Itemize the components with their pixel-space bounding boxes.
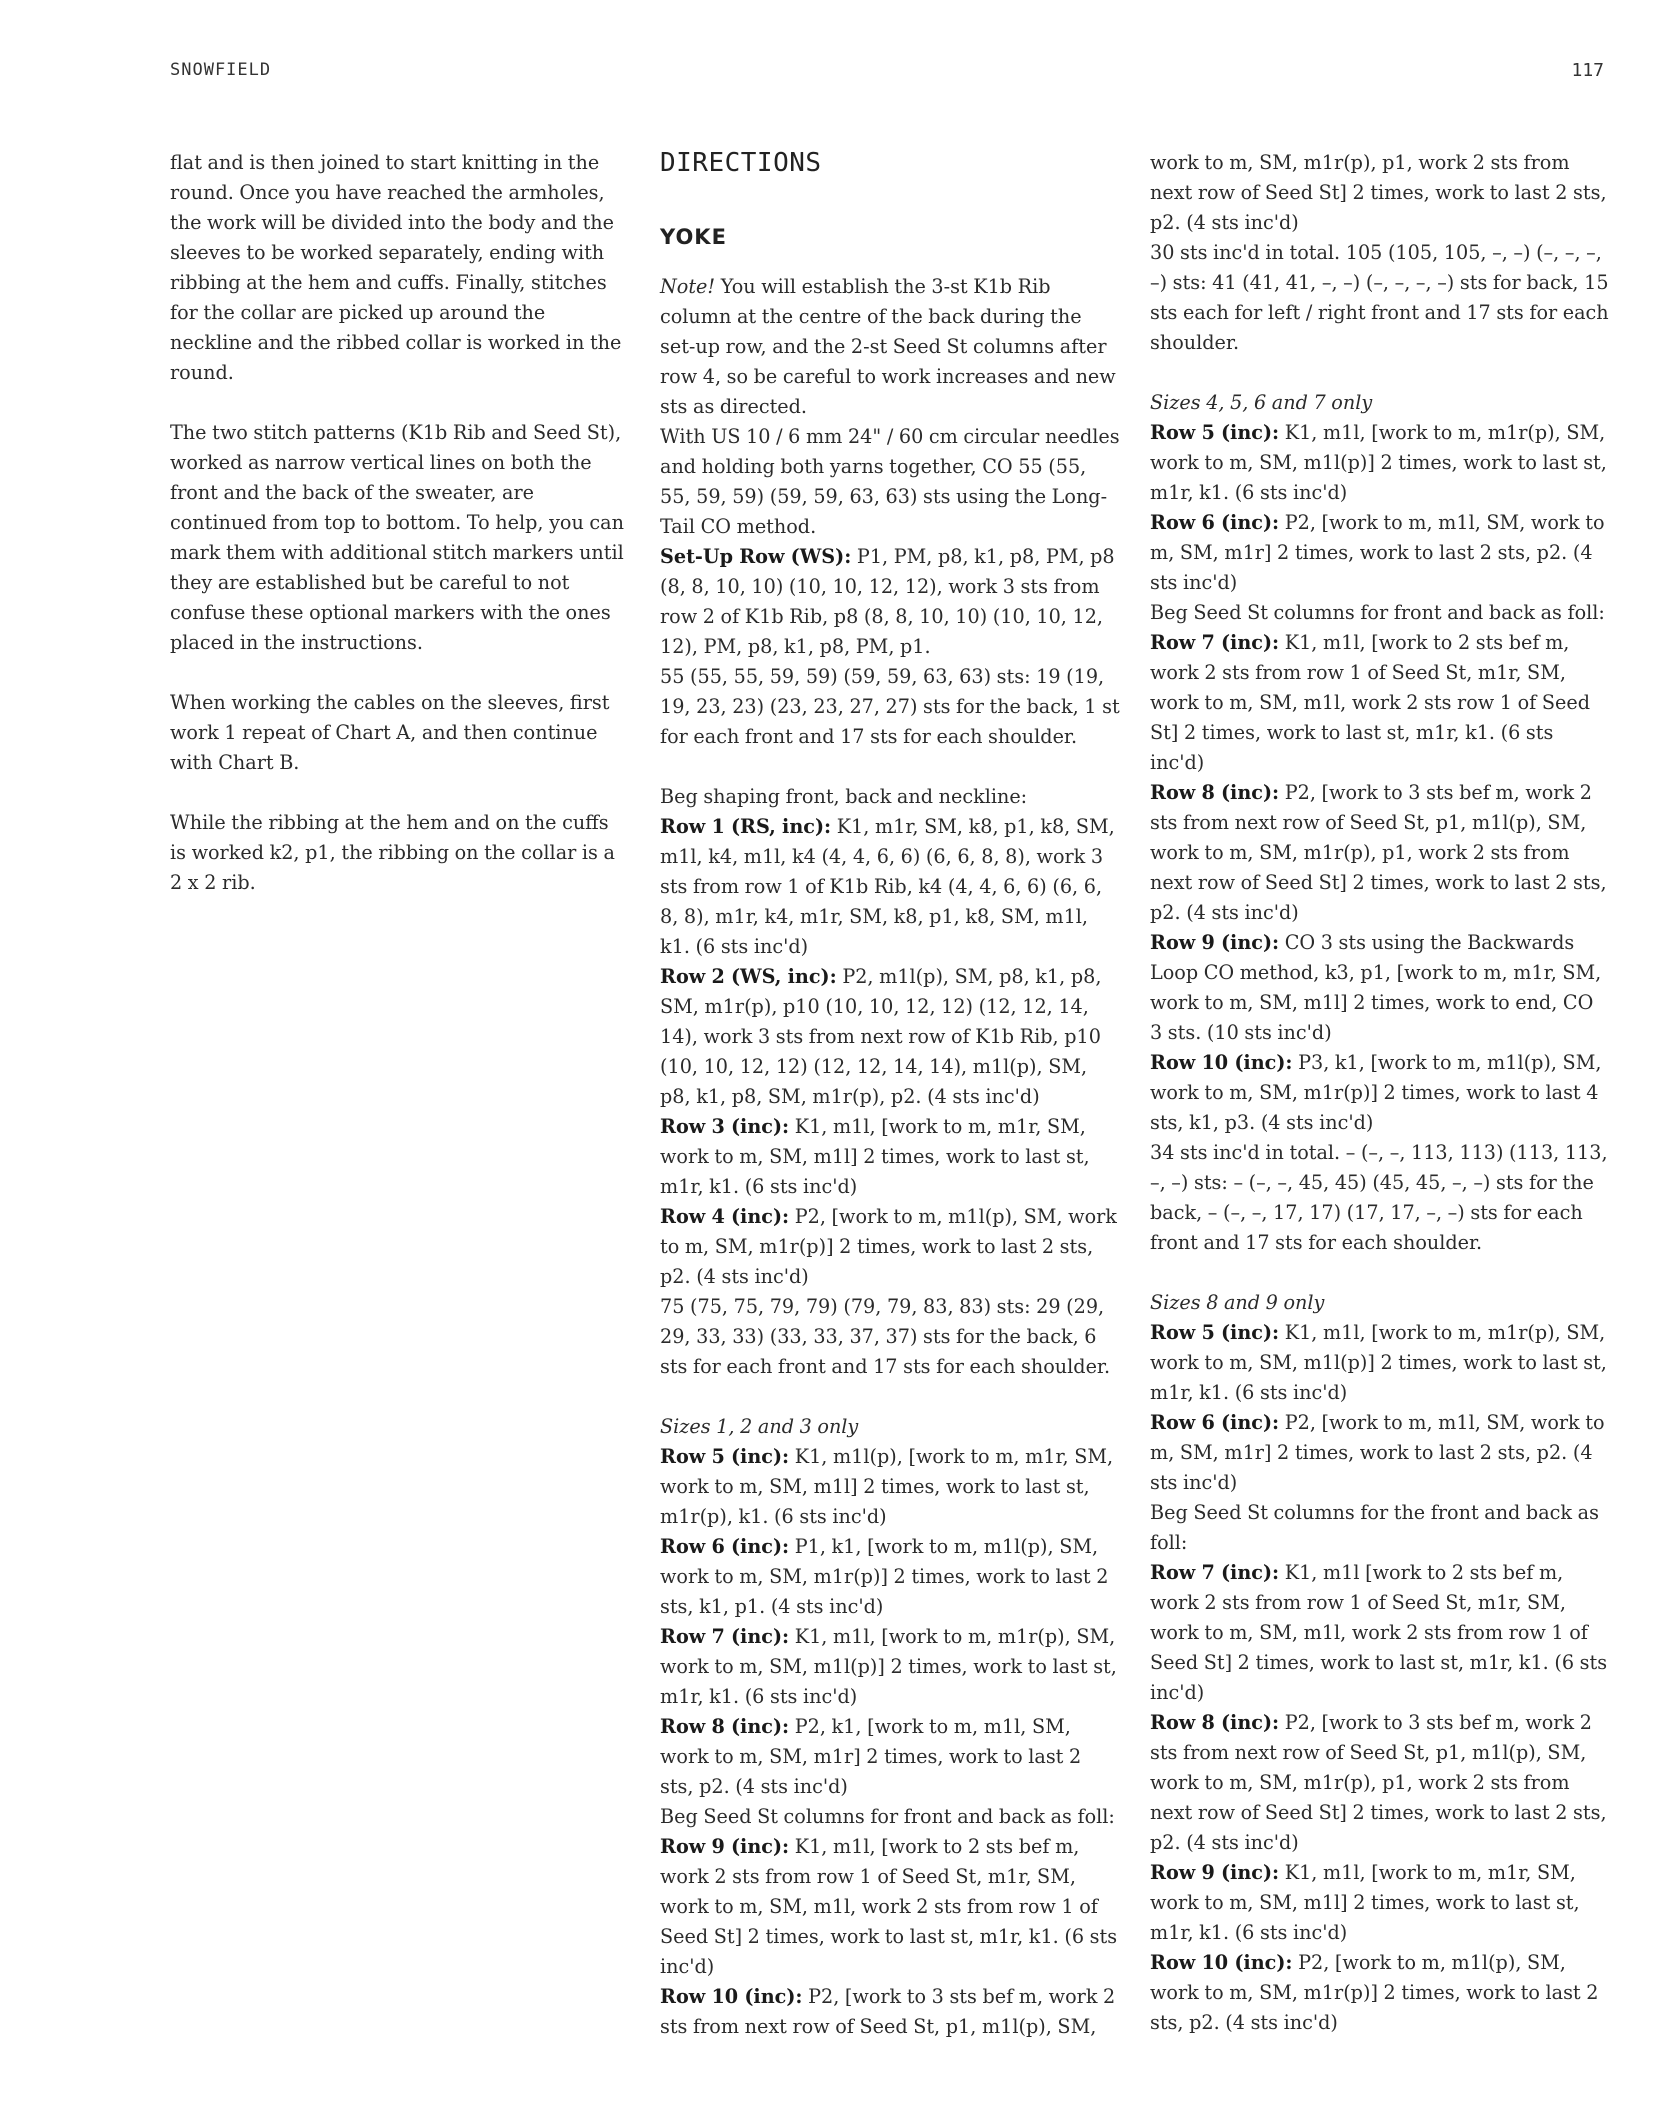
yoke-heading: YOKE <box>660 225 727 249</box>
seed-stitch-note: Beg Seed St columns for the front and back as foll: <box>1150 1501 1599 1554</box>
row-text: P2, [work to m, m1l, SM, work to m, SM, m1r] 2 times, work to last 2 sts, p2. (4 sts inc'd) <box>1150 1411 1605 1494</box>
row-label: Row 4 (inc): <box>660 1205 790 1228</box>
row-10 <box>660 1982 1120 2042</box>
directions-column-continued <box>1150 148 1610 2038</box>
row-7 <box>1150 628 1610 778</box>
row-label: Row 1 (RS, inc): <box>660 815 832 838</box>
row-5 <box>1150 418 1610 508</box>
row-label: Row 7 (inc): <box>1150 1561 1280 1584</box>
row-text: K1, m1l(p), [work to m, m1r, SM, work to m, SM, m1l] 2 times, work to last st, m1r(p), k1. (6 sts inc'd) <box>660 1445 1114 1528</box>
intro-paragraph: When working the cables on the sleeves, first work 1 repeat of Chart A, and then continue with Chart B. <box>170 691 610 774</box>
row-6 <box>1150 1408 1610 1498</box>
row-label: Set-Up Row (WS): <box>660 545 852 568</box>
row-label: Row 7 (inc): <box>1150 631 1280 654</box>
row-6 <box>1150 508 1610 598</box>
row-text: K1, m1l, [work to 2 sts bef m, work 2 sts from row 1 of Seed St, m1r, SM, work to m, SM, m1l, work 2 sts from row 1 of Seed St] 2 times, work to last st, m1r, k1. (6 sts inc'd) <box>660 1835 1118 1978</box>
intro-paragraph: While the ribbing at the hem and on the cuffs is worked k2, p1, the ribbing on the collar is a 2 x 2 rib. <box>170 811 615 894</box>
row-label: Row 10 (inc): <box>1150 1951 1293 1974</box>
directions-heading: DIRECTIONS <box>660 148 822 178</box>
row-label: Row 9 (inc): <box>660 1835 790 1858</box>
row-label: Row 5 (inc): <box>1150 1321 1280 1344</box>
seed-stitch-note: Beg Seed St columns for front and back as foll: <box>1150 601 1605 624</box>
row-7 <box>1150 1558 1610 1708</box>
row-text: K1, m1l, [work to 2 sts bef m, work 2 sts from row 1 of Seed St, m1r, SM, work to m, SM, m1l, work 2 sts row 1 of Seed St] 2 times, work to last st, m1r, k1. (6 sts inc'd) <box>1150 631 1590 774</box>
row-text: K1, m1l, [work to m, m1r, SM, work to m, SM, m1l] 2 times, work to last st, m1r, k1. (6 sts inc'd) <box>1150 1861 1580 1944</box>
row-text: P1, k1, [work to m, m1l(p), SM, work to m, SM, m1r(p)] 2 times, work to last 2 sts, k1, p1. (4 sts inc'd) <box>660 1535 1109 1618</box>
cast-on-instruction: With US 10 / 6 mm 24" / 60 cm circular needles and holding both yarns together, CO 55 (55, 55, 59, 59) (59, 59, 63, 63) sts using the Long-Tail CO method. <box>660 425 1120 538</box>
row-label: Row 10 (inc): <box>660 1985 803 2008</box>
row-label: Row 2 (WS, inc): <box>660 965 837 988</box>
page-number: 117 <box>1571 60 1604 81</box>
row-text: K1, m1l [work to 2 sts bef m, work 2 sts from row 1 of Seed St, m1r, SM, work to m, SM, m1l, work 2 sts from row 1 of Seed St] 2 times, work to last st, m1r, k1. (6 sts inc'd) <box>1150 1561 1608 1704</box>
row-continuation: work to m, SM, m1r(p), p1, work 2 sts from next row of Seed St] 2 times, work to last 2 sts, p2. (4 sts inc'd) <box>1150 151 1607 234</box>
row-text: P2, [work to 3 sts bef m, work 2 sts from next row of Seed St, p1, m1l(p), SM, work to m, SM, m1r(p), p1, work 2 sts from next row of Seed St] 2 times, work to last 2 sts, p2. (4 sts inc'd) <box>1150 1711 1607 1854</box>
row-label: Row 6 (inc): <box>1150 511 1280 534</box>
row-8 <box>1150 778 1610 928</box>
row-label: Row 9 (inc): <box>1150 931 1280 954</box>
row-text: P2, m1l(p), SM, p8, k1, p8, SM, m1r(p), p10 (10, 10, 12, 12) (12, 12, 14, 14), work 3 sts from next row of K1b Rib, p10 (10, 10, 12, 12) (12, 12, 14, 14), m1l(p), SM, p8, k1, p8, SM, m1r(p), p2. (4 sts inc'd) <box>660 965 1102 1108</box>
row-4 <box>660 1202 1120 1292</box>
row-text: K1, m1l, [work to m, m1r(p), SM, work to m, SM, m1l(p)] 2 times, work to last st, m1r, k1. (6 sts inc'd) <box>660 1625 1117 1708</box>
row-text: K1, m1l, [work to m, m1r(p), SM, work to m, SM, m1l(p)] 2 times, work to last st, m1r, k1. (6 sts inc'd) <box>1150 1321 1607 1404</box>
row-9 <box>1150 1858 1610 1948</box>
sizes-heading: Sizes 1, 2 and 3 only <box>660 1415 859 1438</box>
shaping-intro: Beg shaping front, back and neckline: <box>660 785 1028 808</box>
row-3 <box>660 1112 1120 1202</box>
row-text: P2, k1, [work to m, m1l, SM, work to m, SM, m1r] 2 times, work to last 2 sts, p2. (4 sts inc'd) <box>660 1715 1082 1798</box>
row-2 <box>660 962 1120 1112</box>
row-5 <box>660 1442 1120 1532</box>
sizes-heading: Sizes 8 and 9 only <box>1150 1291 1325 1314</box>
row-text: CO 3 sts using the Backwards Loop CO method, k3, p1, [work to m, m1r, SM, work to m, SM, m1l] 2 times, work to end, CO 3 sts. (10 sts inc'd) <box>1150 931 1602 1044</box>
row-8 <box>660 1712 1120 1802</box>
row-label: Row 8 (inc): <box>1150 1711 1280 1734</box>
row-label: Row 6 (inc): <box>1150 1411 1280 1434</box>
intro-paragraph: flat and is then joined to start knitting in the round. Once you have reached the armholes, the work will be divided into the body and the sleeves to be worked separately, ending with ribbing at the hem and cuffs. Finally, stitches for the collar are picked up around the neckline and the ribbed collar is worked in the round. <box>170 151 622 384</box>
row-label: Row 10 (inc): <box>1150 1051 1293 1074</box>
row-label: Row 6 (inc): <box>660 1535 790 1558</box>
sizes-heading: Sizes 4, 5, 6 and 7 only <box>1150 391 1373 414</box>
setup-row <box>660 542 1120 662</box>
row-10 <box>1150 1048 1610 1138</box>
row-text: P2, [work to m, m1l, SM, work to m, SM, m1r] 2 times, work to last 2 sts, p2. (4 sts inc'd) <box>1150 511 1605 594</box>
intro-paragraph: The two stitch patterns (K1b Rib and Seed St), worked as narrow vertical lines on both the front and the back of the sweater, are continued from top to bottom. To help, you can mark them with additional stitch markers until they are established but be careful to not confuse these optional markers with the ones placed in the instructions. <box>170 421 624 654</box>
note-paragraph <box>660 272 1120 422</box>
stitch-total: 55 (55, 55, 59, 59) (59, 59, 63, 63) sts: 19 (19, 19, 23, 23) (23, 23, 27, 27) sts for the back, 1 st for each front and 17 sts for each shoulder. <box>660 665 1120 748</box>
row-5 <box>1150 1318 1610 1408</box>
row-label: Row 7 (inc): <box>660 1625 790 1648</box>
directions-column <box>660 148 1120 2042</box>
row-9 <box>660 1832 1120 1982</box>
row-6 <box>660 1532 1120 1622</box>
row-text: K1, m1l, [work to m, m1r(p), SM, work to m, SM, m1l(p)] 2 times, work to last st, m1r, k1. (6 sts inc'd) <box>1150 421 1607 504</box>
row-text: P1, PM, p8, k1, p8, PM, p8 (8, 8, 10, 10) (10, 10, 12, 12), work 3 sts from row 2 of K1b Rib, p8 (8, 8, 10, 10) (10, 10, 12, 12), PM, p8, k1, p8, PM, p1. <box>660 545 1115 658</box>
row-label: Row 8 (inc): <box>660 1715 790 1738</box>
row-label: Row 3 (inc): <box>660 1115 790 1138</box>
row-text: P2, [work to 3 sts bef m, work 2 sts from next row of Seed St, p1, m1l(p), SM, <box>660 1985 1116 2038</box>
row-label: Row 8 (inc): <box>1150 781 1280 804</box>
row-text: P2, [work to m, m1l(p), SM, work to m, SM, m1r(p)] 2 times, work to last 2 sts, p2. (4 sts inc'd) <box>1150 1951 1599 2034</box>
note-text: You will establish the 3-st K1b Rib column at the centre of the back during the set-up row, and the 2-st Seed St columns after row 4, so be careful to work increases and new sts as directed. <box>660 275 1116 418</box>
row-1 <box>660 812 1120 962</box>
row-8 <box>1150 1708 1610 1858</box>
row-9 <box>1150 928 1610 1048</box>
seed-stitch-note: Beg Seed St columns for front and back as foll: <box>660 1805 1115 1828</box>
row-text: P3, k1, [work to m, m1l(p), SM, work to m, SM, m1r(p)] 2 times, work to last 4 sts, k1, p3. (4 sts inc'd) <box>1150 1051 1602 1134</box>
intro-column <box>170 148 625 898</box>
note-label: Note! <box>660 275 716 298</box>
row-text: P2, [work to m, m1l(p), SM, work to m, SM, m1r(p)] 2 times, work to last 2 sts, p2. (4 sts inc'd) <box>660 1205 1117 1288</box>
running-title: SNOWFIELD <box>170 60 272 80</box>
row-text: K1, m1r, SM, k8, p1, k8, SM, m1l, k4, m1l, k4 (4, 4, 6, 6) (6, 6, 8, 8), work 3 sts from row 1 of K1b Rib, k4 (4, 4, 6, 6) (6, 6, 8, 8), m1r, k4, m1r, SM, k8, p1, k8, SM, m1l, k1. (6 sts inc'd) <box>660 815 1115 958</box>
row-7 <box>660 1622 1120 1712</box>
stitch-total: 75 (75, 75, 79, 79) (79, 79, 83, 83) sts: 29 (29, 29, 33, 33) (33, 33, 37, 37) sts for the back, 6 sts for each front and 17 sts for each shoulder. <box>660 1295 1111 1378</box>
row-label: Row 5 (inc): <box>1150 421 1280 444</box>
row-label: Row 9 (inc): <box>1150 1861 1280 1884</box>
stitch-total: 34 sts inc'd in total. – (–, –, 113, 113) (113, 113, –, –) sts: – (–, –, 45, 45) (45, 45, –, –) sts for the back, – (–, –, 17, 17) (17, 17, –, –) sts for each front and 17 sts for each shoulder. <box>1150 1141 1608 1254</box>
row-text: K1, m1l, [work to m, m1r, SM, work to m, SM, m1l] 2 times, work to last st, m1r, k1. (6 sts inc'd) <box>660 1115 1090 1198</box>
row-label: Row 5 (inc): <box>660 1445 790 1468</box>
row-text: P2, [work to 3 sts bef m, work 2 sts from next row of Seed St, p1, m1l(p), SM, work to m, SM, m1r(p), p1, work 2 sts from next row of Seed St] 2 times, work to last 2 sts, p2. (4 sts inc'd) <box>1150 781 1607 924</box>
row-10 <box>1150 1948 1610 2038</box>
stitch-total: 30 sts inc'd in total. 105 (105, 105, –, –) (–, –, –, –) sts: 41 (41, 41, –, –) (–, –, –, –) sts for back, 15 sts each for left / right front and 17 sts for each shoulder. <box>1150 241 1609 354</box>
